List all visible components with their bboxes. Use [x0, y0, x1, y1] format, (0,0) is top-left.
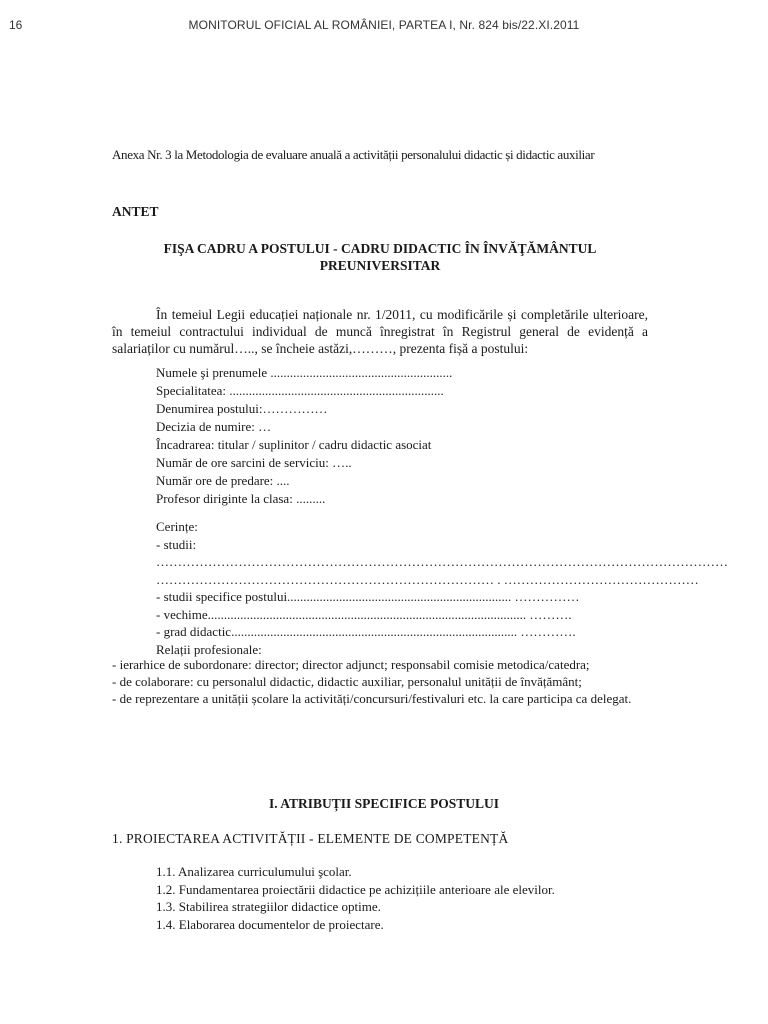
- field-teaching-hours: Număr ore de predare: ....: [156, 473, 290, 488]
- field-specialty: Specialitatea: ..................................................................: [156, 383, 444, 398]
- relation-collaboration: - de colaborare: cu personalul didactic, didactic auxiliar, personalul unității de învățământ;: [112, 674, 582, 689]
- annex-line: Anexa Nr. 3 la Metodologia de evaluare anuală a activității personalului didactic și didactic auxiliar: [112, 147, 595, 162]
- field-employment: Încadrarea: titular / suplinitor / cadru didactic asociat: [156, 437, 432, 452]
- job-fields: [156, 364, 452, 508]
- requirements-heading: Cerințe:: [156, 519, 198, 534]
- list-item: 1.3. Stabilirea strategiilor didactice optime.: [156, 899, 381, 914]
- requirements: [156, 518, 728, 658]
- field-service-hours: Număr de ore sarcini de serviciu: …..: [156, 455, 352, 470]
- req-specific-studies: - studii specifice postului..................................................................... ……………: [156, 589, 580, 604]
- req-seniority: - vechime.................................................................................................. ……….: [156, 606, 572, 622]
- relation-representation: - de reprezentare a unității școlare la activități/concursuri/festivaluri etc. la care participa ca delegat.: [112, 691, 632, 706]
- field-name: Numele şi prenumele ........................................................: [156, 365, 453, 380]
- field-homeroom: Profesor diriginte la clasa: .........: [156, 491, 326, 506]
- field-decision: Decizia de numire: …: [156, 419, 272, 434]
- title-line-2: PREUNIVERSITAR: [319, 258, 441, 273]
- document-title: [112, 240, 648, 274]
- antet-label: ANTET: [112, 204, 159, 219]
- relation-hierarchy: - ierarhice de subordonare: director; director adjunct; responsabil comisie metodica/catedra;: [112, 657, 590, 672]
- field-position: Denumirea postului:……………: [156, 401, 328, 416]
- section-heading: I. ATRIBUȚII SPECIFICE POSTULUI: [268, 796, 500, 811]
- list-item: 1.1. Analizarea curriculumului şcolar.: [156, 864, 352, 879]
- list-item: 1.4. Elaborarea documentelor de proiectare.: [156, 916, 384, 932]
- req-dots-2: …………………………………………………………………… . ………………………………………: [156, 571, 699, 587]
- intro-paragraph: În temeiul Legii educației naționale nr. 1/2011, cu modificările și completările ulterioare, în temeiul contractului individual de muncă înregistrat în Registrul general de evidență a salariaților cu numărul….., se încheie astăzi,………, prezenta fișă a postului:: [112, 307, 648, 356]
- page-number: 16: [9, 18, 23, 32]
- relations-list: [112, 656, 648, 707]
- competence-items: [156, 863, 555, 933]
- publication-title: MONITORUL OFICIAL AL ROMÂNIEI, PARTEA I, Nr. 824 bis/22.XI.2011: [188, 18, 580, 32]
- req-grade: - grad didactic........................................................................................ ………….: [156, 624, 576, 639]
- req-studies: - studii:: [156, 536, 197, 552]
- title-line-1: FIŞA CADRU A POSTULUI - CADRU DIDACTIC ÎN ÎNVĂŢĂMÂNTUL: [163, 241, 597, 256]
- req-relations-heading: Relații profesionale:: [156, 641, 262, 657]
- list-item: 1.2. Fundamentarea proiectării didactice pe achizițiile anterioare ale elevilor.: [156, 881, 555, 897]
- req-dots-1: ……………………………………………………………………………………………………………………: [156, 554, 728, 569]
- subsection-heading: 1. PROIECTAREA ACTIVITĂȚII - ELEMENTE DE COMPETENȚĂ: [112, 831, 509, 846]
